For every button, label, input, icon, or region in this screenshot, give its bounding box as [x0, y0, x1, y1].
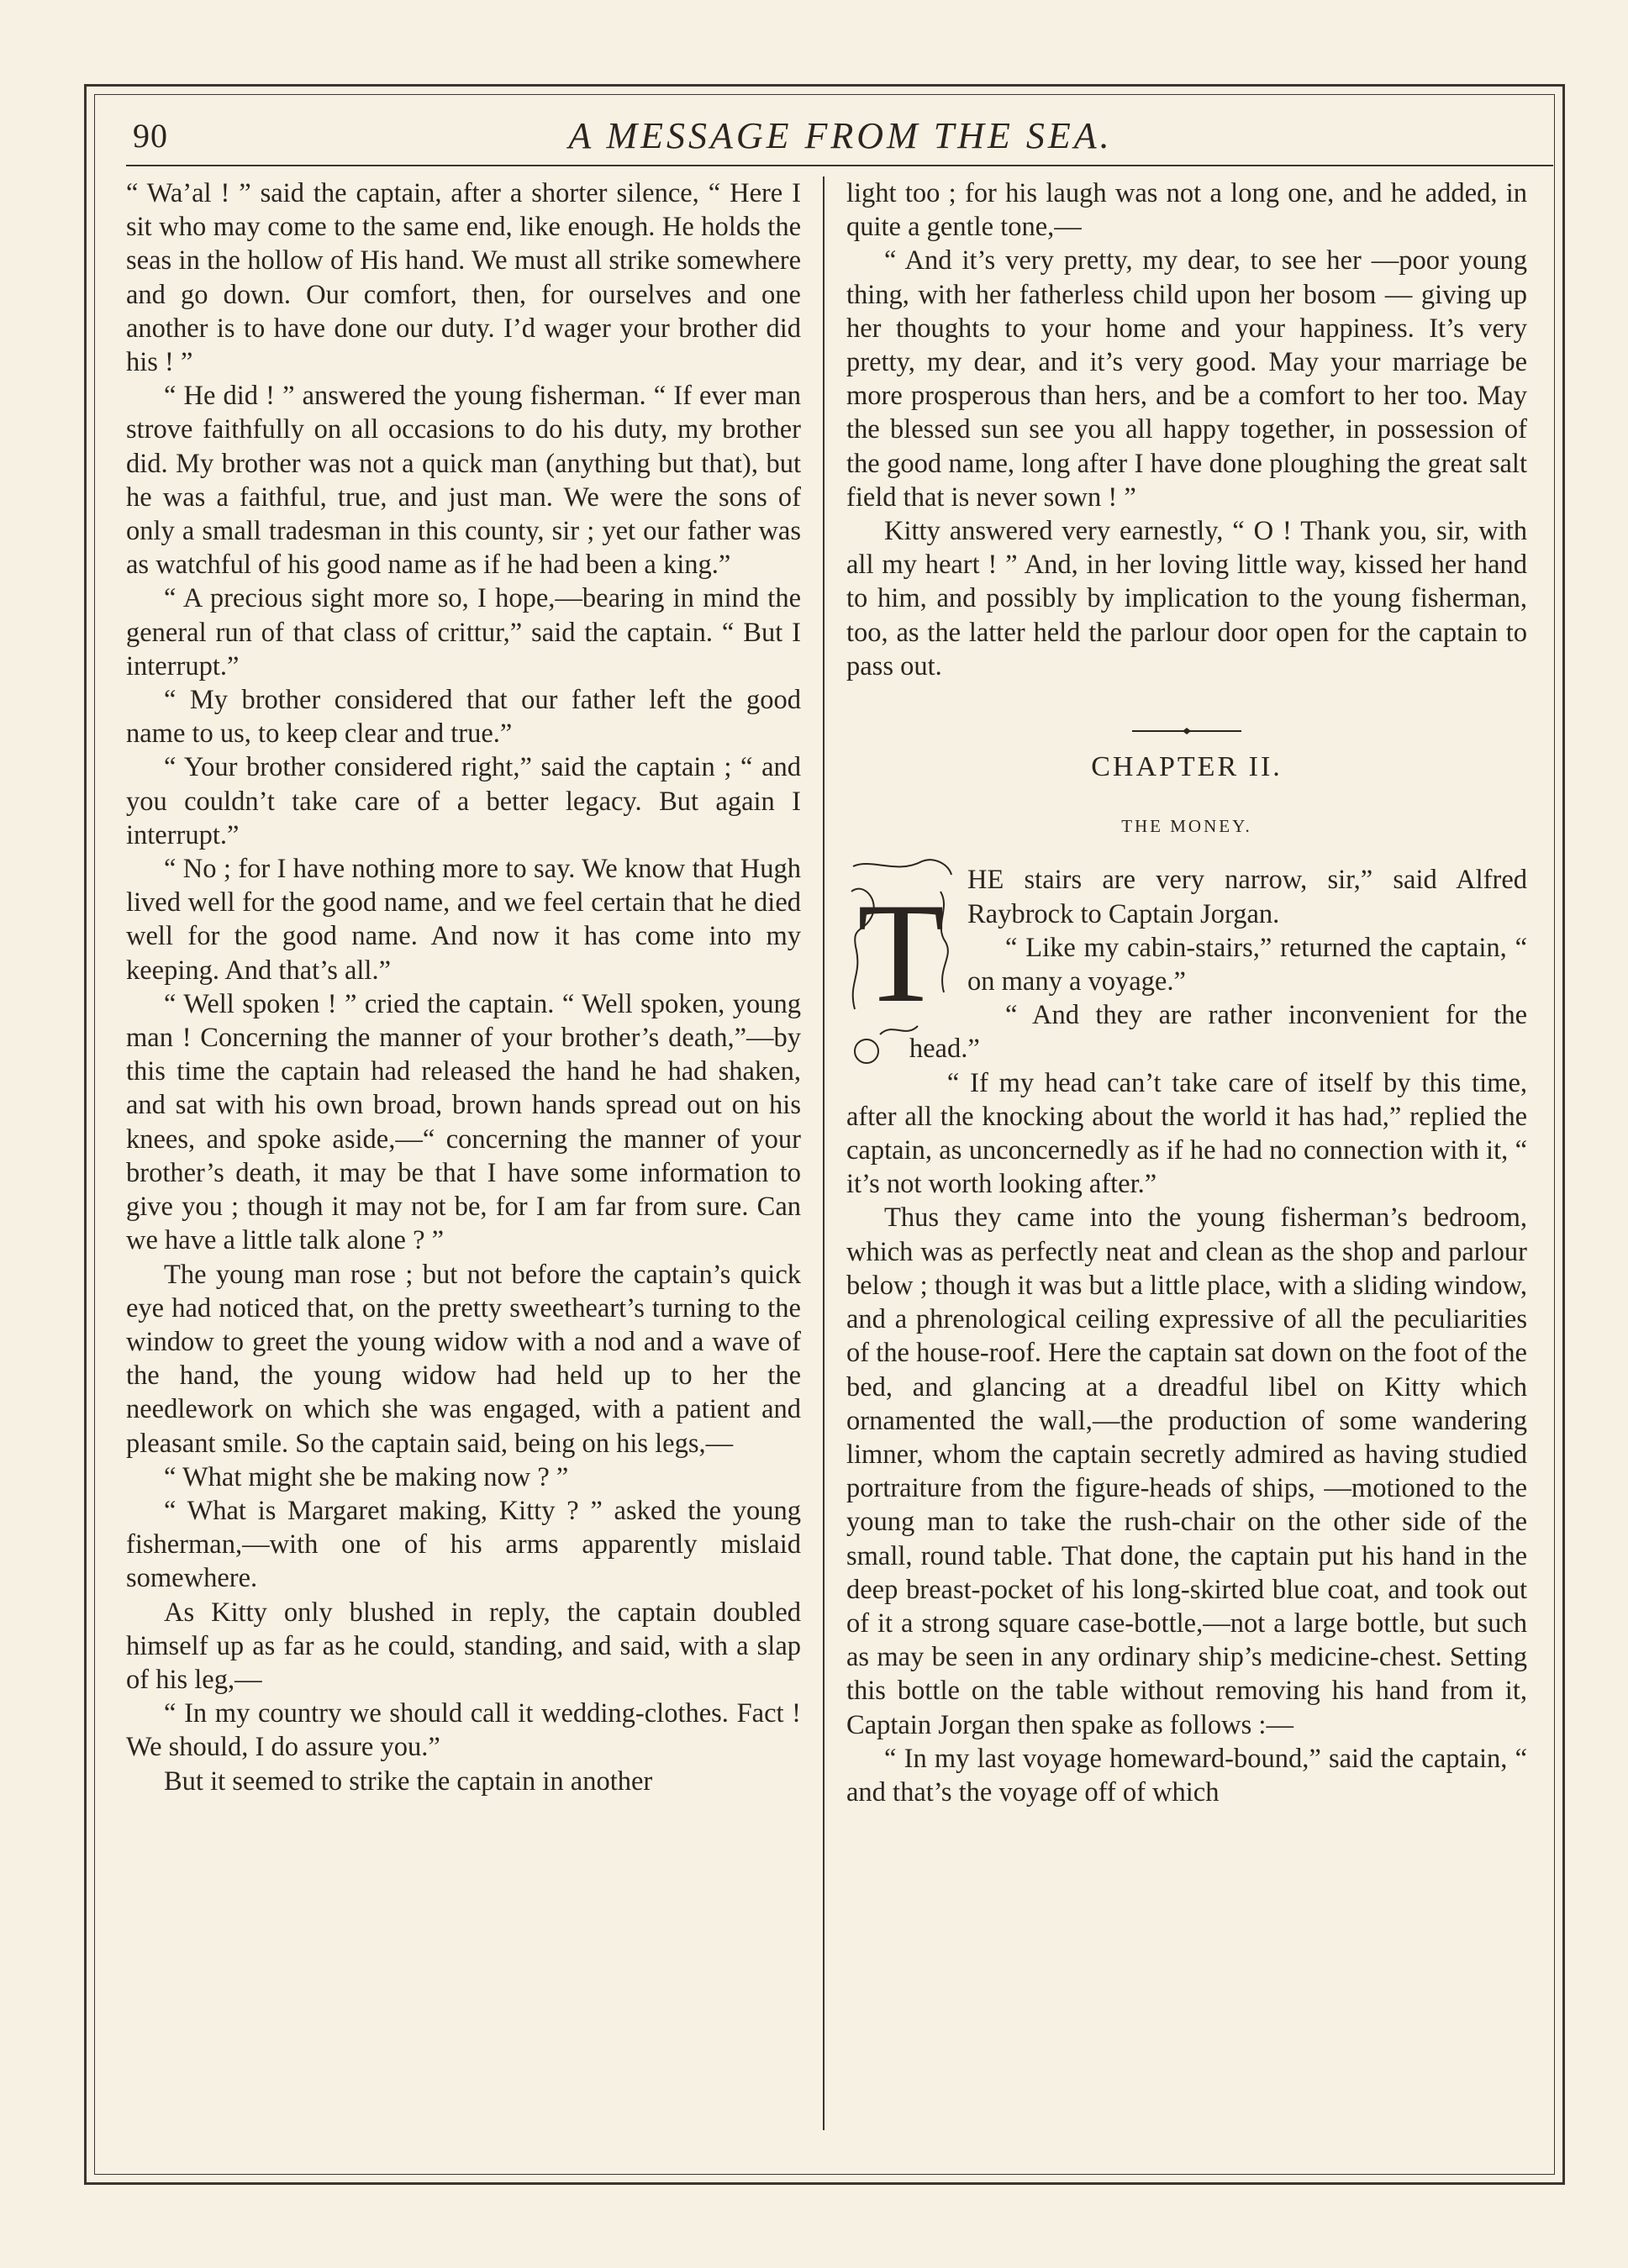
- chapter-subtitle: THE MONEY.: [1121, 816, 1252, 837]
- column-divider: [823, 176, 825, 2130]
- drop-cap-letter: T: [857, 874, 945, 1033]
- paragraph: “ In my last voyage homeward-bound,” said the captain, “ and that’s the voyage off of which: [846, 1743, 1527, 1808]
- chapter-heading: CHAPTER II.: [1091, 751, 1283, 783]
- paragraph: The young man rose ; but not before the captain’s quick eye had noticed that, on the pretty sweetheart’s turning to the window to greet the young widow with a nod and a wave of the hand, the young widow had held up to her the needlework on which she was engaged, with a patient and pleasant smile. So the captain said, being on his legs,—: [126, 1259, 801, 1459]
- paragraph: “ Like my cabin-stairs,” returned the captain, “ on many a voyage.”: [967, 932, 1527, 997]
- running-head: [126, 109, 1555, 168]
- header-rule: [126, 165, 1553, 166]
- page-number: 90: [133, 117, 168, 155]
- paragraph: But it seemed to strike the captain in another: [164, 1765, 653, 1797]
- paragraph: “ He did ! ” answered the young fisherman. “ If ever man strove faithfully on all occasions to do his duty, my brother did. My brother was not a quick man (anything but that), but he was a faithful, true, and just man. We were the sons of only a small tradesman in this county, sir ; yet our father was as watchful of his good name as if he had been a king.”: [126, 381, 801, 581]
- paragraph: “ If my head can’t take care of itself by this time, after all the knocking about the world it has had,” replied the captain, as unconcernedly as if he had no connection with it, “ it’s not worth looking after.”: [846, 1067, 1527, 1200]
- section-ornament: [1132, 712, 1241, 724]
- paragraph: “ No ; for I have nothing more to say. We know that Hugh lived well for the good name, and we feel certain that he died well for the good name. And now it has come into my keeping. And that’s all.”: [126, 854, 801, 986]
- paragraph: light too ; for his laugh was not a long one, and he added, in quite a gentle tone,—: [846, 178, 1527, 243]
- paragraph: “ In my country we should call it wedding-clothes. Fact ! We should, I do assure you.”: [126, 1698, 801, 1763]
- paragraph: “ And it’s very pretty, my dear, to see her —poor young thing, with her fatherless child upon her bosom — giving up her thoughts to your home and your happiness. It’s very pretty, my dear, and it’s very good. May your marriage be more prosperous than hers, and be a comfort to her too. May the blessed sun see you all happy together, in possession of the good name, long after I have done ploughing the great salt field that is never sown ! ”: [846, 245, 1527, 513]
- paragraph: “ Your brother considered right,” said the captain ; “ and you couldn’t take care of a better legacy. But again I interrupt.”: [126, 752, 801, 850]
- paragraph: “ What might she be making now ? ”: [164, 1461, 569, 1492]
- running-title: A MESSAGE FROM THE SEA.: [568, 115, 1113, 156]
- paragraph: As Kitty only blushed in reply, the captain doubled himself up as far as he could, standing, and said, with a slap of his leg,—: [126, 1597, 801, 1695]
- left-column: [126, 176, 801, 1798]
- right-column: [846, 176, 1527, 1809]
- paragraph: “ A precious sight more so, I hope,—bearing in mind the general run of that class of crittur,” said the captain. “ But I interrupt.”: [126, 583, 801, 681]
- ornament-rule-icon: [1132, 725, 1241, 737]
- paragraph: Kitty answered very earnestly, “ O ! Thank you, sir, with all my heart ! ” And, in her loving little way, kissed her hand to him, and possibly by implication to the young fisherman, too, as the latter held the parlour door open for the captain to pass out.: [846, 516, 1527, 681]
- paragraph: “ And they are rather inconvenient for the head.”: [909, 1000, 1527, 1065]
- paragraph: Thus they came into the young fisherman’s bedroom, which was as perfectly neat and clean as the shop and parlour below ; though it was but a little place, with a sliding window, and a phrenological ceiling expressive of all the peculiarities of the house-roof. Here the captain sat down on the foot of the bed, and glancing at a dreadful libel on Kitty which ornamented the wall,—the production of some wandering limner, whom the captain secretly admired as having studied portraiture from the figure-heads of ships, —motioned to the young man to take the rush-chair on the other side of the small, round table. That done, the captain put his hand in the deep breast-pocket of his long-skirted blue coat, and took out of it a strong square case-bottle,—not a large bottle, but such as may be seen in any ordinary ship’s medicine-chest. Setting this bottle on the table without removing his hand from it, Captain Jorgan then spake as follows :—: [846, 1202, 1527, 1740]
- paragraph: “ My brother considered that our father left the good name to us, to keep clear and true.”: [126, 685, 801, 750]
- paragraph: “ What is Margaret making, Kitty ? ” asked the young fisherman,—with one of his arms apparently mislaid somewhere.: [126, 1495, 801, 1594]
- paragraph: “ Wa’al ! ” said the captain, after a shorter silence, “ Here I sit who may come to the same end, like enough. He holds the seas in the hollow of His hand. We must all strike somewhere and go down. Our comfort, then, for ourselves and one another is to have done our duty. I’d wager your brother did his ! ”: [126, 178, 801, 378]
- dropcap-text: HE stairs are very narrow, sir,” said Alfred Raybrock to Captain Jorgan.: [967, 865, 1527, 929]
- paragraph: “ Well spoken ! ” cried the captain. “ Well spoken, young man ! Concerning the manner of your brother’s death,”—by this time the captain had released the hand he had shaken, and sat with his own broad, brown hands spread out on his knees, and spoke aside,—“ concerning the manner of your brother’s death, it may be that I have some information to give you ; though it may not be, for I am far from sure. Can we have a little talk alone ? ”: [126, 988, 801, 1256]
